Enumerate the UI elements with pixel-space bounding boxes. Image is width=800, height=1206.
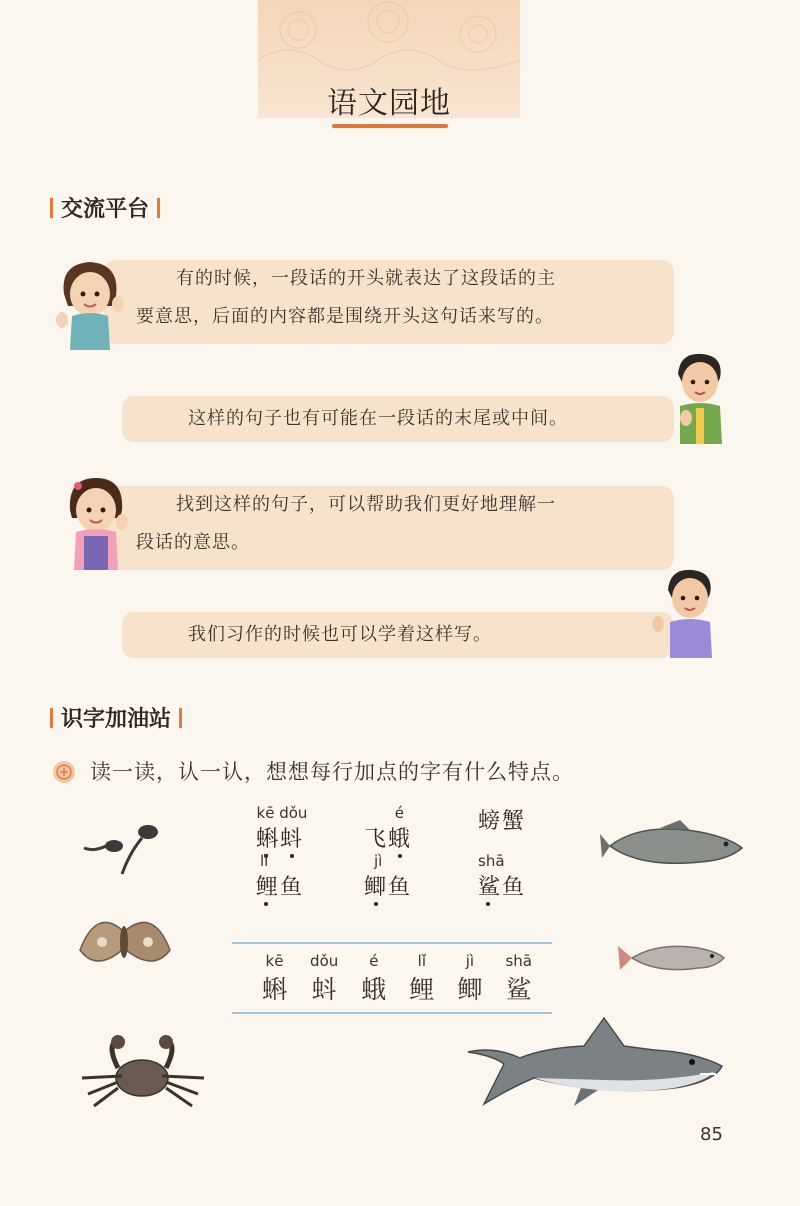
word-label: 鲤鱼	[256, 875, 305, 900]
emphasis-dot	[486, 902, 490, 906]
word-item	[364, 852, 416, 901]
summary-item	[262, 952, 287, 1006]
pinyin-label: é	[369, 952, 379, 970]
bubble-line: 我们习作的时候也可以学着这样写。	[188, 624, 492, 645]
char-label: 蚪	[311, 975, 337, 1004]
crucian-illustration	[618, 938, 728, 978]
pinyin-label: jì	[374, 852, 383, 870]
summary-item	[505, 952, 532, 1006]
summary-item	[409, 952, 434, 1006]
instruction-text: 读一读，认一认，想想每行加点的字有什么特点。	[90, 760, 574, 784]
word-item	[256, 804, 308, 853]
emphasis-dot	[374, 902, 378, 906]
boy-illustration	[648, 562, 728, 658]
heading-bar-left	[50, 198, 53, 218]
pinyin-label: kē	[265, 952, 284, 970]
speech-bubble	[104, 486, 674, 570]
speech-bubble	[122, 396, 674, 442]
divider-bottom	[232, 1012, 552, 1014]
girl-illustration	[50, 254, 130, 350]
pinyin-label: jì	[465, 952, 475, 970]
boy-illustration	[668, 348, 730, 444]
pinyin-label: lǐ	[417, 952, 427, 970]
word-label: 螃蟹	[478, 809, 527, 834]
speech-bubble	[104, 260, 674, 344]
word-item	[256, 852, 308, 901]
bubble-line: 段话的意思。	[136, 532, 250, 553]
section-heading-literacy	[50, 702, 182, 733]
summary-characters	[262, 952, 532, 1006]
word-item	[364, 804, 416, 853]
bubble-line: 这样的句子也有可能在一段话的末尾或中间。	[188, 408, 568, 429]
pinyin-label: dǒu	[310, 952, 339, 970]
pinyin-label: shā	[478, 852, 505, 870]
shark-illustration	[464, 1016, 726, 1114]
word-label: 蝌蚪	[256, 827, 305, 852]
moth-illustration	[76, 910, 172, 976]
char-label: 鲨	[506, 975, 532, 1004]
word-label: 飞蛾	[364, 827, 413, 852]
section-heading-exchange	[50, 192, 160, 223]
title-underline	[332, 124, 448, 128]
emphasis-dot	[264, 902, 268, 906]
page-title: 语文园地	[327, 86, 451, 121]
heading-bar-left	[50, 708, 53, 728]
word-label: 鲫鱼	[364, 875, 413, 900]
char-label: 蝌	[262, 975, 288, 1004]
word-label: 鲨鱼	[478, 875, 527, 900]
word-item	[478, 852, 530, 901]
summary-item	[457, 952, 482, 1006]
pinyin-label: lǐ	[260, 852, 269, 870]
char-label: 鲫	[457, 975, 483, 1004]
heading-bar-right	[157, 198, 160, 218]
pinyin-label: kē dǒu	[256, 804, 308, 822]
pinyin-label: shā	[505, 952, 532, 970]
summary-item	[310, 952, 338, 1006]
bubble-line: 要意思，后面的内容都是围绕开头这句话来写的。	[136, 306, 554, 327]
divider-top	[232, 942, 552, 944]
crab-illustration	[78, 1034, 208, 1108]
page-number: 85	[700, 1124, 723, 1145]
section-heading-label: 交流平台	[61, 197, 150, 222]
reading-icon	[52, 760, 76, 784]
char-label: 鲤	[409, 975, 435, 1004]
summary-item	[361, 952, 386, 1006]
speech-bubble	[122, 612, 674, 658]
girl-illustration	[56, 470, 136, 570]
heading-bar-right	[179, 708, 182, 728]
carp-illustration	[600, 818, 750, 874]
bubble-line: 找到这样的句子，可以帮助我们更好地理解一	[176, 494, 556, 515]
section-heading-label: 识字加油站	[61, 707, 172, 732]
bubble-line: 有的时候，一段话的开头就表达了这段话的主	[176, 268, 556, 289]
char-label: 蛾	[361, 975, 387, 1004]
tadpole-illustration	[82, 818, 166, 878]
pinyin-label: é	[394, 804, 404, 822]
word-item	[478, 804, 530, 835]
